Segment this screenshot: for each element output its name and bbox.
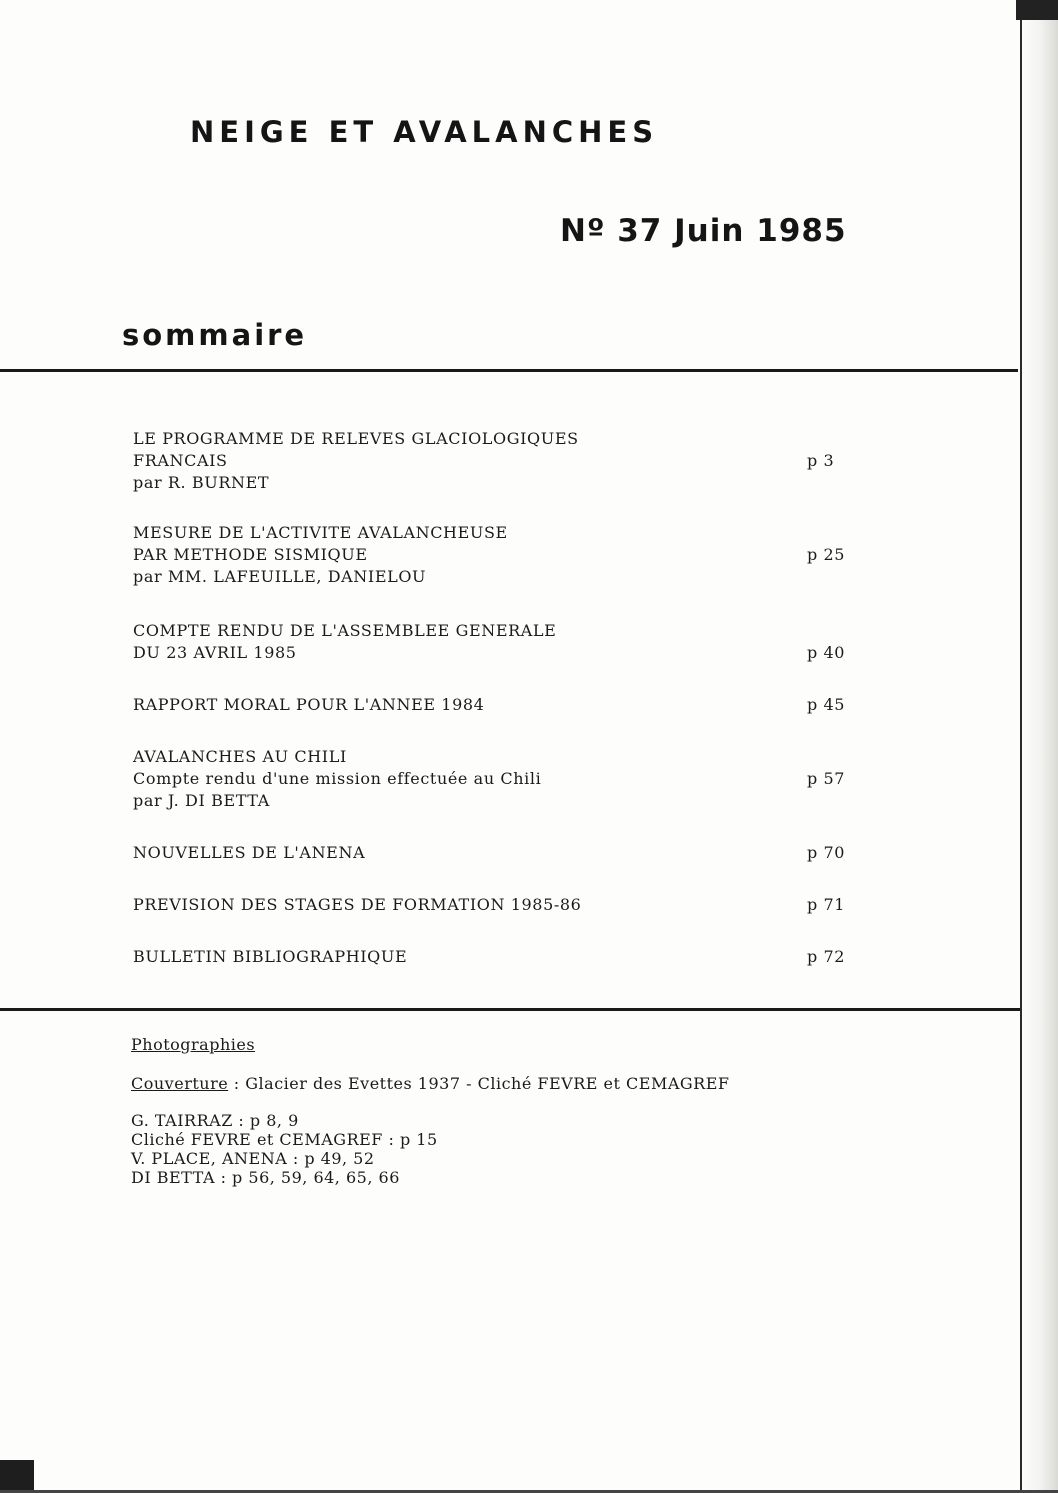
scan-corner-top-right — [1016, 0, 1058, 20]
toc-entry-subline: FRANCAIS — [133, 451, 228, 470]
toc-entry-title: AVALANCHES AU CHILI — [133, 747, 347, 766]
credit-line: Cliché FEVRE et CEMAGREF : p 15 — [131, 1130, 438, 1149]
table-of-contents — [133, 428, 853, 968]
toc-entry — [133, 694, 853, 716]
top-rule — [0, 369, 1018, 372]
toc-entry — [133, 620, 853, 664]
toc-entry-title: BULLETIN BIBLIOGRAPHIQUE — [133, 947, 408, 966]
toc-entry — [133, 746, 853, 812]
page-edge-shadow — [1020, 0, 1058, 1493]
bottom-rule — [0, 1008, 1020, 1011]
toc-page-number: p 70 — [807, 843, 846, 862]
toc-page-number: p 45 — [807, 695, 846, 714]
toc-entry-title: RAPPORT MORAL POUR L'ANNEE 1984 — [133, 695, 485, 714]
cover-label: Couverture — [131, 1074, 229, 1093]
toc-entry-subline: Compte rendu d'une mission effectuée au Chili — [133, 769, 542, 788]
toc-entry-title: LE PROGRAMME DE RELEVES GLACIOLOGIQUES — [133, 429, 579, 448]
toc-entry — [133, 894, 853, 916]
toc-entry-title: MESURE DE L'ACTIVITE AVALANCHEUSE — [133, 523, 508, 542]
photo-credits — [131, 1034, 729, 1187]
toc-entry — [133, 842, 853, 864]
toc-entry-subline: par MM. LAFEUILLE, DANIELOU — [133, 567, 427, 586]
toc-entry-title: COMPTE RENDU DE L'ASSEMBLEE GENERALE — [133, 621, 557, 640]
toc-entry-subline: PAR METHODE SISMIQUE — [133, 545, 368, 564]
issue-number: Nº 37 Juin 1985 — [560, 213, 847, 249]
toc-entry-subline: DU 23 AVRIL 1985 — [133, 643, 297, 662]
scan-corner-bottom-left — [0, 1460, 34, 1493]
toc-entry-subline: par R. BURNET — [133, 473, 270, 492]
photos-heading: Photographies — [131, 1035, 256, 1054]
credit-line: V. PLACE, ANENA : p 49, 52 — [131, 1149, 375, 1168]
section-heading: sommaire — [122, 318, 308, 352]
toc-page-number: p 71 — [807, 895, 846, 914]
journal-title: NEIGE ET AVALANCHES — [190, 115, 659, 149]
toc-page-number: p 25 — [807, 545, 846, 564]
credit-line: G. TAIRRAZ : p 8, 9 — [131, 1111, 299, 1130]
toc-entry-subline: par J. DI BETTA — [133, 791, 270, 810]
toc-page-number: p 3 — [807, 451, 835, 470]
toc-page-number: p 57 — [807, 769, 846, 788]
toc-entry-title: PREVISION DES STAGES DE FORMATION 1985-86 — [133, 895, 582, 914]
toc-entry-title: NOUVELLES DE L'ANENA — [133, 843, 366, 862]
toc-entry — [133, 946, 853, 968]
toc-page-number: p 72 — [807, 947, 846, 966]
credit-list — [131, 1111, 729, 1187]
page-edge-line — [1020, 0, 1022, 1493]
toc-page-number: p 40 — [807, 643, 846, 662]
toc-entry — [133, 522, 853, 588]
cover-text: : Glacier des Evettes 1937 - Cliché FEVRE et CEMAGREF — [228, 1074, 730, 1093]
toc-entry — [133, 428, 853, 494]
credit-line: DI BETTA : p 56, 59, 64, 65, 66 — [131, 1168, 400, 1187]
cover-credit — [131, 1073, 729, 1095]
